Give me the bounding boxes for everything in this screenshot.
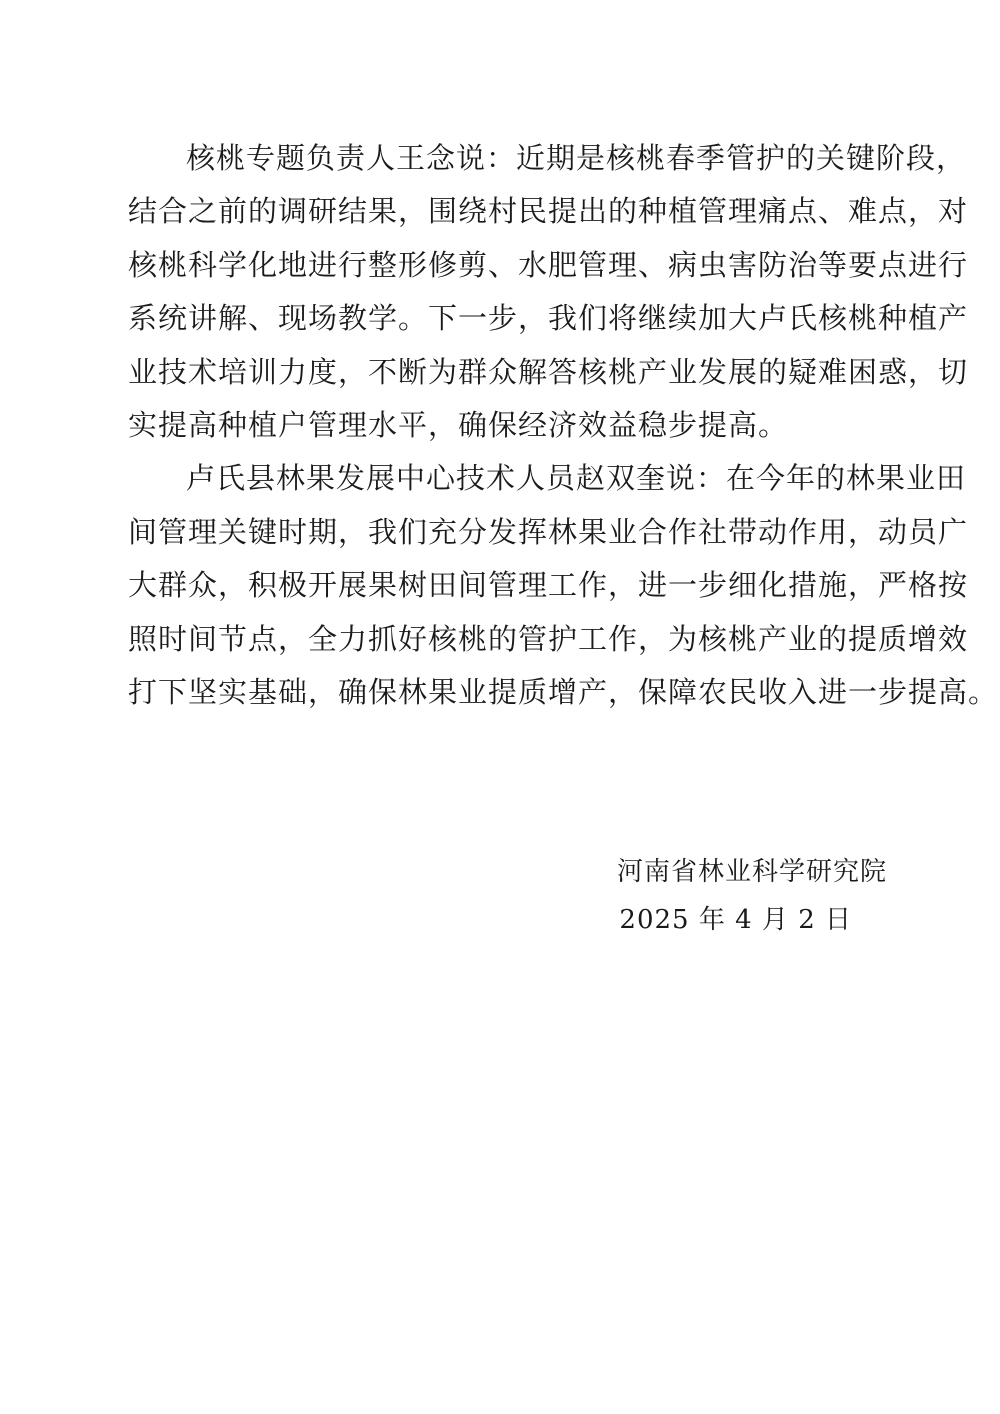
- signature-date: 2025 年 4 月 2 日: [619, 905, 852, 935]
- paragraph-line: 大群众，积极开展果树田间管理工作，进一步细化措施，严格按: [128, 568, 969, 603]
- paragraph-2: [128, 452, 999, 719]
- paragraph-1: [128, 132, 969, 452]
- paragraph-line: 系统讲解、现场教学。下一步，我们将继续加大卢氏核桃种植产: [128, 301, 969, 336]
- paragraph-line: 核桃专题负责人王念说：近期是核桃春季管护的关键阶段，: [186, 141, 967, 175]
- paragraph-line: 照时间节点，全力抓好核桃的管护工作，为核桃产业的提质增效: [128, 621, 969, 656]
- paragraph-line: 实提高种植户管理水平，确保经济效益稳步提高。: [128, 407, 789, 442]
- paragraph-line: 核桃科学化地进行整形修剪、水肥管理、病虫害防治等要点进行: [128, 247, 969, 282]
- signature-block: [560, 848, 887, 944]
- paragraph-line: 卢氏县林果发展中心技术人员赵双奎说：在今年的林果业田: [186, 461, 967, 496]
- document-body: [128, 132, 999, 719]
- paragraph-line: 间管理关键时期，我们充分发挥林果业合作社带动作用，动员广: [128, 514, 969, 549]
- paragraph-line: 业技术培训力度，不断为群众解答核桃产业发展的疑难困惑，切: [128, 354, 969, 389]
- paragraph-line: 打下坚实基础，确保林果业提质增产，保障农民收入进一步提高。: [128, 674, 999, 709]
- paragraph-line: 结合之前的调研结果，围绕村民提出的种植管理痛点、难点，对: [128, 194, 969, 229]
- signature-organization: 河南省林业科学研究院: [616, 857, 887, 887]
